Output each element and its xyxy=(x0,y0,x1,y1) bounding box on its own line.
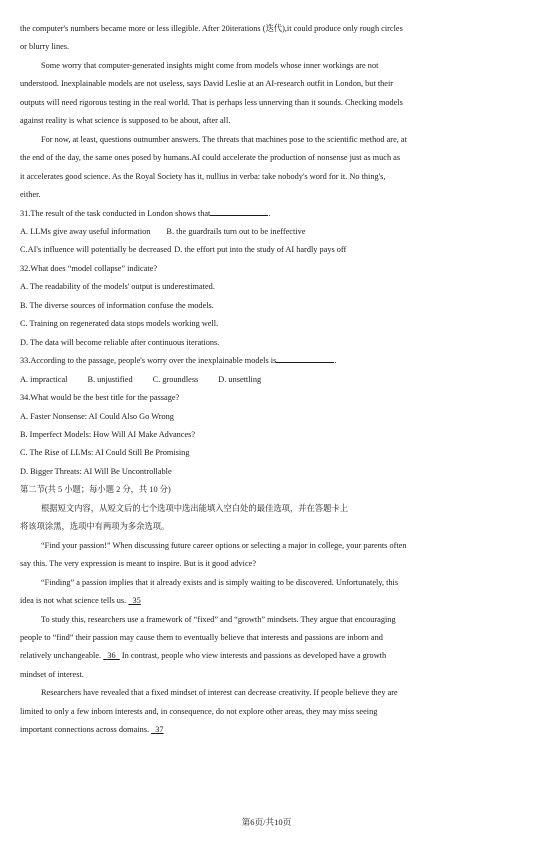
option-c: C. Training on regenerated data stops models working well. xyxy=(20,319,219,329)
option-b: B. the guardrails turn out to be ineffective xyxy=(166,226,306,236)
question-31-stem: 31.The result of the task conducted in London shows that . xyxy=(20,208,271,218)
option-c: C. The Rise of LLMs: AI Could Still Be Promising xyxy=(20,448,190,458)
blank-36: 36 xyxy=(107,651,116,661)
section-heading: 第二节(共 5 小题；每小题 2 分，共 10 分) xyxy=(20,485,171,495)
passage-line: For now, at least, questions outnumber answers. The threats that machines pose to the scientific method are, at xyxy=(41,134,407,144)
passage-line: the computer's numbers became more or less illegible. After 20iterations (迭代),it could produce only rough circles xyxy=(20,24,403,33)
option-d: D. The data will become reliable after continuous iterations. xyxy=(20,337,220,347)
page-number: 第6页/共10页 xyxy=(241,817,292,827)
passage-line: it accelerates good science. As the Royal Society has it, nullius in verba: take nobody's word for it. No thing's, xyxy=(20,171,386,181)
option-a: A. The readability of the models' output is underestimated. xyxy=(20,282,215,292)
option-c: C. groundless xyxy=(152,374,199,384)
option-b: B. Imperfect Models: How Will AI Make Advances? xyxy=(20,429,196,439)
option-a: A. Faster Nonsense: AI Could Also Go Wrong xyxy=(20,411,174,421)
passage-line: mindset of interest. xyxy=(20,669,84,679)
option-b: B. The diverse sources of information confuse the models. xyxy=(20,300,214,310)
passage-line: important connections across domains. 37 xyxy=(20,725,164,735)
answer-blank xyxy=(210,207,268,216)
option-c: C.AI's influence will potentially be decreased xyxy=(20,245,172,255)
passage-line: or blurry lines. xyxy=(20,42,70,52)
blank-37: 37 xyxy=(155,725,164,735)
passage-line: people to “find” their passion may cause them to eventually believe that interests and passions are inborn and xyxy=(20,632,383,642)
blank-35: 35 xyxy=(132,596,141,606)
option-d: D. unsettling xyxy=(218,374,262,384)
question-31-options-cd xyxy=(20,241,514,259)
option-d: D. Bigger Threats: AI Will Be Uncontrollable xyxy=(20,466,172,476)
question-32-stem: 32.What does “model collapse” indicate? xyxy=(20,263,158,273)
question-31-options-ab xyxy=(20,223,514,241)
passage-line: Researchers have revealed that a fixed mindset of interest can decrease creativity. If people believe they are xyxy=(41,688,398,698)
page-content xyxy=(20,20,514,740)
passage-line: say this. The very expression is meant to inspire. But is it good advice? xyxy=(20,559,257,569)
passage-line: against reality is what science is supposed to be about, after all. xyxy=(20,116,231,126)
passage-line: relatively unchangeable. 36 In contrast, people who view interests and passions as developed have a growth xyxy=(20,651,387,661)
question-33-options xyxy=(20,371,514,389)
passage-line: Some worry that computer-generated insights might come from models whose inner workings are not xyxy=(41,60,379,70)
question-33-stem: 33.According to the passage, people's worry over the inexplainable models is . xyxy=(20,356,337,366)
passage-line: “Find your passion!” When discussing future career options or selecting a major in college, your parents often xyxy=(41,540,407,550)
passage-line: To study this, researchers use a framework of “fixed” and “growth” mindsets. They argue that encouraging xyxy=(41,614,396,624)
option-d: D. the effort put into the study of AI hardly pays off xyxy=(174,245,347,255)
option-a: A. LLMs give away useful information xyxy=(20,226,151,236)
passage-line: the end of the day, the same ones posed by humans.AI could accelerate the production of nonsense just as much as xyxy=(20,153,401,163)
passage-line: either. xyxy=(20,190,41,200)
passage-line: outputs will need rigorous testing in the real world. That is perhaps less unnerving than it sounds. Checking models xyxy=(20,97,403,107)
passage-line: understood. Inexplainable models are not useless, says David Leslie at an AI-research outfit in London, but their xyxy=(20,79,394,89)
passage-line: “Finding” a passion implies that it already exists and is simply waiting to be discovered. Unfortunately, this xyxy=(41,577,399,587)
passage-line: limited to only a few inborn interests and, in consequence, do not explore other areas, they may miss seeing xyxy=(20,706,378,716)
passage-line: idea is not what science tells us. 35 xyxy=(20,596,141,606)
section-instruction: 根据短文内容，从短文后的七个选项中选出能填入空白处的最佳选项，并在答题卡上 xyxy=(41,503,348,513)
section-instruction: 将该项涂黑，选项中有两项为多余选项。 xyxy=(20,522,170,532)
option-a: A. impractical xyxy=(20,374,68,384)
option-b: B. unjustified xyxy=(87,374,133,384)
answer-blank xyxy=(276,354,334,363)
question-34-stem: 34.What would be the best title for the passage? xyxy=(20,393,180,403)
